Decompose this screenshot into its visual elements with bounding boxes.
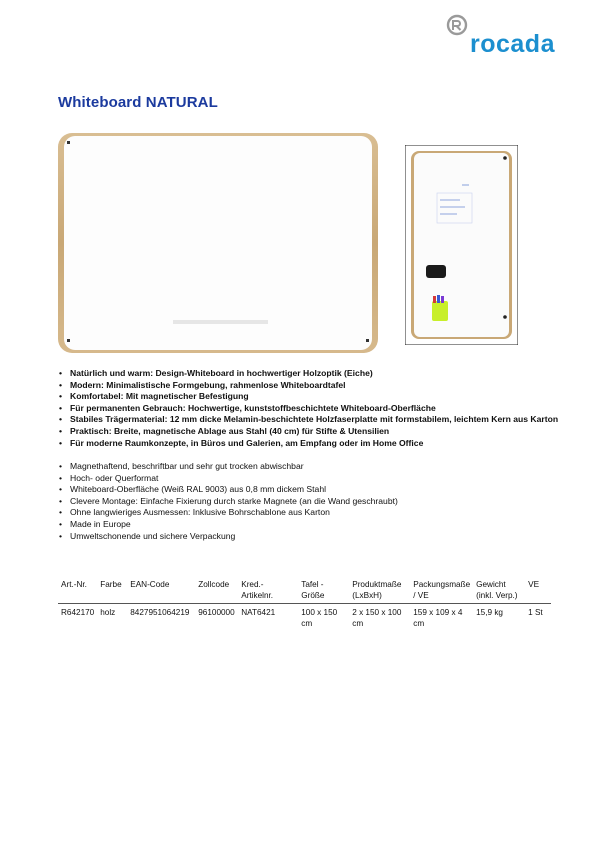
list-item: • Made in Europe [58,519,398,531]
col-header-pack: Packungsmaße / VE [410,577,473,604]
cell-tafel: 100 x 150 cm [301,608,338,628]
col-header-ve: VE [525,577,551,604]
list-item: • Clevere Montage: Einfache Fixierung durch starke Magnete (an die Wand geschraubt) [58,496,398,508]
list-item: • Whiteboard-Oberfläche (Weiß RAL 9003) aus 0,8 mm dickem Stahl [58,484,398,496]
list-item: • Umweltschonende und sichere Verpackung [58,531,398,543]
cell-ean: 8427951064219 [130,608,190,617]
brand-name: rocada [470,30,555,58]
product-title: Whiteboard NATURAL [58,94,218,111]
col-header-art: Art.-Nr. [58,577,97,604]
cell-zoll: 96100000 [198,608,235,617]
table-header-row [58,577,551,604]
list-item: • Magnethaftend, beschriftbar und sehr gut trocken abwischbar [58,461,398,473]
cell-produkt: 2 x 150 x 100 cm [352,608,402,628]
list-item: • Ohne langwieriges Ausmessen: Inklusive Bohrschablone aus Karton [58,507,398,519]
list-item: • Hoch- oder Querformat [58,473,398,485]
whiteboard-landscape-image [58,133,378,353]
list-item: • Natürlich und warm: Design-Whiteboard in hochwertiger Holzoptik (Eiche) [58,368,558,380]
col-header-zoll: Zollcode [195,577,238,604]
whiteboard-portrait-image [405,145,518,345]
col-header-produkt: Produktmaße (LxBxH) [349,577,410,604]
list-item: • Für moderne Raumkonzepte, in Büros und Galerien, am Empfang oder im Home Office [58,438,558,450]
col-header-ean: EAN-Code [127,577,195,604]
list-item: • Stabiles Trägermaterial: 12 mm dicke Melamin-beschichtete Holzfaserplatte mit formstabilem, leichtem Kern aus Karton [58,414,558,426]
feature-list-details [58,461,398,542]
cell-ve: 1 St [528,608,543,617]
cell-gewicht: 15,9 kg [476,608,503,617]
spec-table [58,577,551,633]
col-header-gewicht: Gewicht (inkl. Verp.) [473,577,525,604]
list-item: • Praktisch: Breite, magnetische Ablage aus Stahl (40 cm) für Stifte & Utensilien [58,426,558,438]
feature-list-highlights [58,368,558,449]
col-header-tafel: Tafel - Größe [298,577,349,604]
table-row [58,604,551,634]
col-header-kred: Kred.-Artikelnr. [238,577,298,604]
list-item: • Komfortabel: Mit magnetischer Befestigung [58,391,558,403]
cell-kred: NAT6421 [241,608,276,617]
list-item: • Für permanenten Gebrauch: Hochwertige, kunststoffbeschichtete Whiteboard-Oberfläche [58,403,558,415]
list-item: • Modern: Minimalistische Formgebung, rahmenlose Whiteboardtafel [58,380,558,392]
cell-art: R642170 [61,608,95,617]
cell-farbe: holz [100,608,116,617]
cell-pack: 159 x 109 x 4 cm [413,608,463,628]
col-header-farbe: Farbe [97,577,127,604]
